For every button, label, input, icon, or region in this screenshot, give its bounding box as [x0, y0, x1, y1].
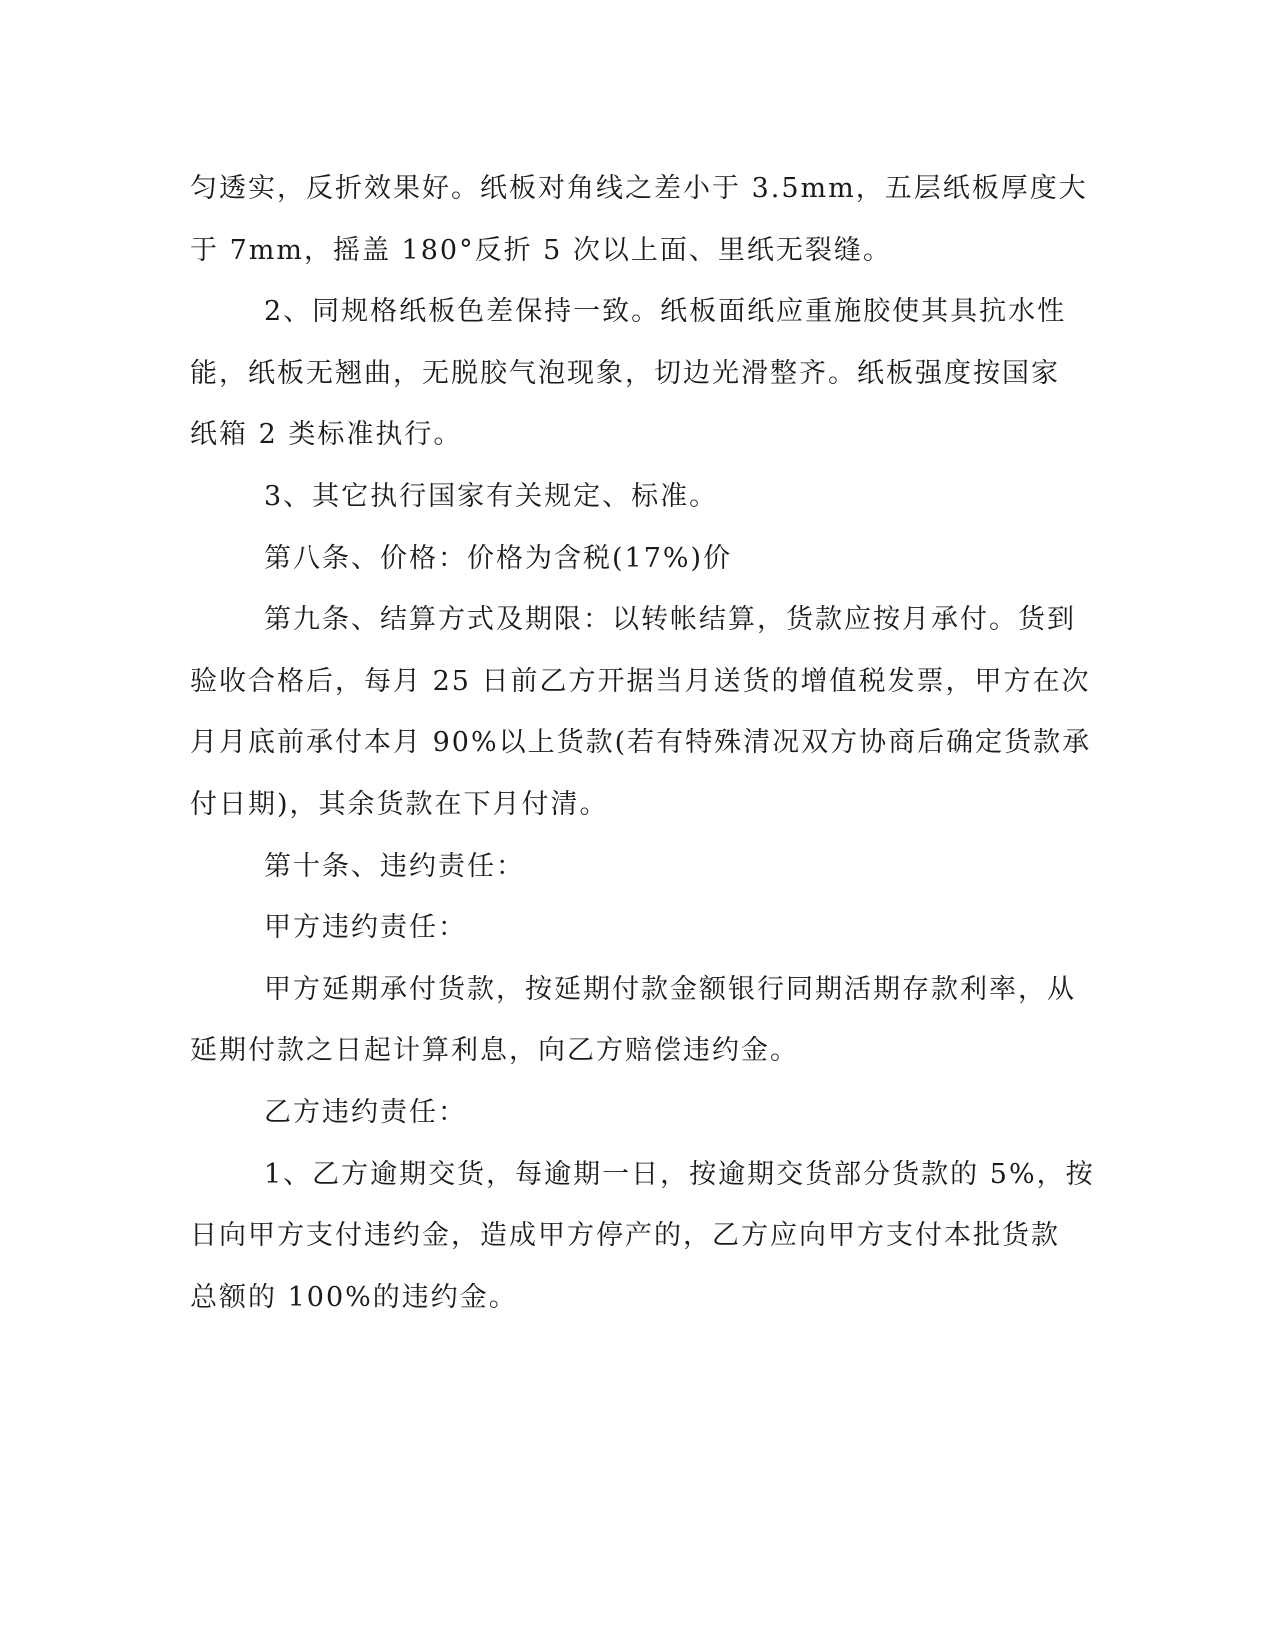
text-line: 于 7mm，摇盖 180°反折 5 次以上面、里纸无裂缝。: [190, 234, 892, 266]
text-line: 纸箱 2 类标准执行。: [190, 419, 463, 451]
subheading-party-b-liability: 乙方违约责任：: [264, 1096, 467, 1128]
subheading-party-a-liability: 甲方违约责任：: [264, 912, 467, 944]
text-line: 2、同规格纸板色差保持一致。纸板面纸应重施胶使其具抗水性: [264, 296, 1067, 328]
text-line: 甲方延期承付货款，按延期付款金额银行同期活期存款利率，从: [264, 973, 1076, 1005]
section-heading-article-8: 第八条、价格：价格为含税(17%)价: [264, 542, 733, 574]
text-line: 3、其它执行国家有关规定、标准。: [264, 480, 719, 512]
document-body: [190, 158, 1095, 1328]
text-line: 匀透实，反折效果好。纸板对角线之差小于 3.5mm，五层纸板厚度大: [190, 173, 1088, 204]
section-heading-article-9: 第九条、结算方式及期限：以转帐结算，货款应按月承付。货到: [264, 604, 1076, 636]
text-line: 1、乙方逾期交货，每逾期一日，按逾期交货部分货款的 5%，按: [264, 1158, 1095, 1190]
text-line: 能，纸板无翘曲，无脱胶气泡现象，切边光滑整齐。纸板强度按国家: [190, 357, 1060, 389]
text-line: 总额的 100%的违约金。: [190, 1281, 518, 1313]
text-line: 月月底前承付本月 90%以上货款(若有特殊清况双方协商后确定货款承: [190, 727, 1092, 759]
text-line: 日向甲方支付违约金，造成甲方停产的，乙方应向甲方支付本批货款: [190, 1220, 1060, 1252]
section-heading-article-10: 第十条、违约责任：: [264, 850, 525, 882]
text-line: 验收合格后，每月 25 日前乙方开据当月送货的增值税发票，甲方在次: [190, 665, 1091, 697]
text-line: 延期付款之日起计算利息，向乙方赔偿违约金。: [190, 1035, 799, 1067]
text-line: 付日期)，其余货款在下月付清。: [190, 788, 609, 820]
